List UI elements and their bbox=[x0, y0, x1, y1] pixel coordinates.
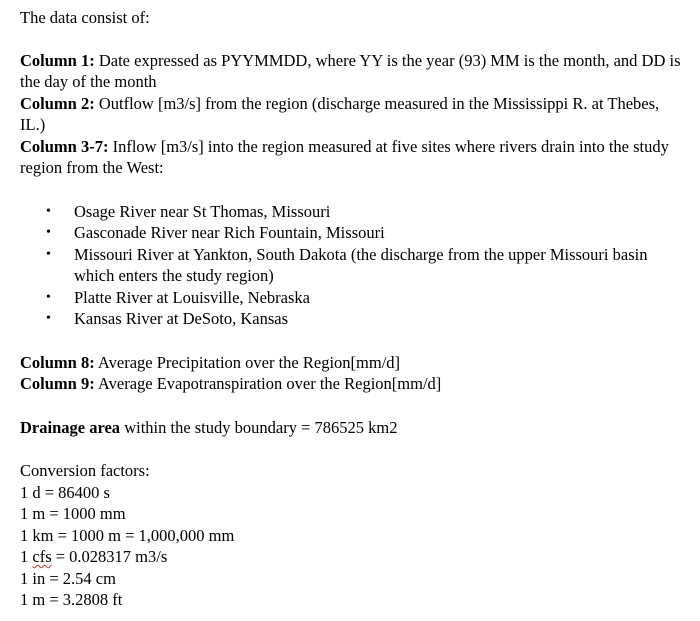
column-3-7-description bbox=[20, 136, 685, 179]
conversion-line: 1 d = 86400 s bbox=[20, 482, 110, 502]
bullet-icon: • bbox=[46, 311, 51, 326]
column-8-description bbox=[20, 352, 685, 374]
conversion-line: 1 in = 2.54 cm bbox=[20, 568, 116, 588]
site-name: Osage River near St Thomas, Missouri bbox=[74, 201, 331, 221]
column-text: Average Evapotranspiration over the Region[mm/d] bbox=[94, 374, 442, 393]
list-item bbox=[20, 287, 685, 309]
site-name: Platte River at Louisville, Nebraska bbox=[74, 287, 310, 307]
spacer bbox=[20, 395, 685, 417]
conversion-line: 1 m = 3.2808 ft bbox=[20, 590, 123, 609]
list-item bbox=[20, 201, 685, 223]
column-label: Column 2: bbox=[20, 93, 95, 113]
column-text: Date expressed as PYYMMDD, where YY is the year (93) MM is the month, and DD is the day of the month bbox=[20, 50, 681, 91]
site-name: Kansas River at DeSoto, Kansas bbox=[74, 309, 289, 328]
spacer bbox=[20, 179, 685, 201]
list-item bbox=[20, 244, 685, 287]
column-1-description bbox=[20, 50, 685, 93]
drainage-area bbox=[20, 417, 685, 439]
conversion-line: 1 km = 1000 m = 1,000,000 mm bbox=[20, 525, 235, 545]
bullet-icon: • bbox=[46, 246, 51, 262]
document-body bbox=[20, 7, 685, 611]
column-text: Inflow [m3/s] into the region measured at five sites where rivers drain into the study region from the West: bbox=[20, 136, 669, 177]
intro-text: The data consist of: bbox=[20, 8, 150, 27]
cfs-suffix: = 0.028317 m3/s bbox=[51, 547, 168, 566]
cfs-word: cfs bbox=[32, 547, 52, 566]
site-name: Missouri River at Yankton, South Dakota (the discharge from the upper Missouri basin which enters the study region) bbox=[74, 244, 648, 285]
conversion-line-cfs bbox=[20, 546, 685, 568]
column-text: Average Precipitation over the Region[mm/d] bbox=[94, 352, 401, 372]
column-label: Column 9: bbox=[20, 374, 95, 393]
conversion-line: 1 m = 1000 mm bbox=[20, 504, 126, 523]
site-name: Gasconade River near Rich Fountain, Missouri bbox=[74, 223, 385, 242]
spacer bbox=[20, 29, 685, 50]
bullet-icon: • bbox=[46, 203, 51, 219]
spacer bbox=[20, 330, 685, 352]
column-text: Outflow [m3/s] from the region (discharge measured in the Mississippi R. at Thebes, IL.) bbox=[20, 93, 660, 134]
list-item bbox=[20, 222, 685, 244]
drainage-label: Drainage area bbox=[20, 417, 121, 437]
column-label: Column 1: bbox=[20, 50, 95, 70]
inflow-site-list bbox=[20, 201, 685, 330]
bullet-icon: • bbox=[46, 289, 51, 305]
list-item bbox=[20, 308, 685, 330]
bullet-icon: • bbox=[46, 225, 51, 240]
column-9-description bbox=[20, 373, 685, 395]
cfs-prefix: 1 bbox=[20, 547, 33, 566]
column-label: Column 8: bbox=[20, 352, 95, 372]
column-2-description bbox=[20, 93, 685, 136]
spacer bbox=[20, 438, 685, 460]
drainage-text: within the study boundary = 786525 km2 bbox=[120, 417, 398, 437]
conversion-heading: Conversion factors: bbox=[20, 461, 150, 480]
column-label: Column 3-7: bbox=[20, 136, 109, 156]
